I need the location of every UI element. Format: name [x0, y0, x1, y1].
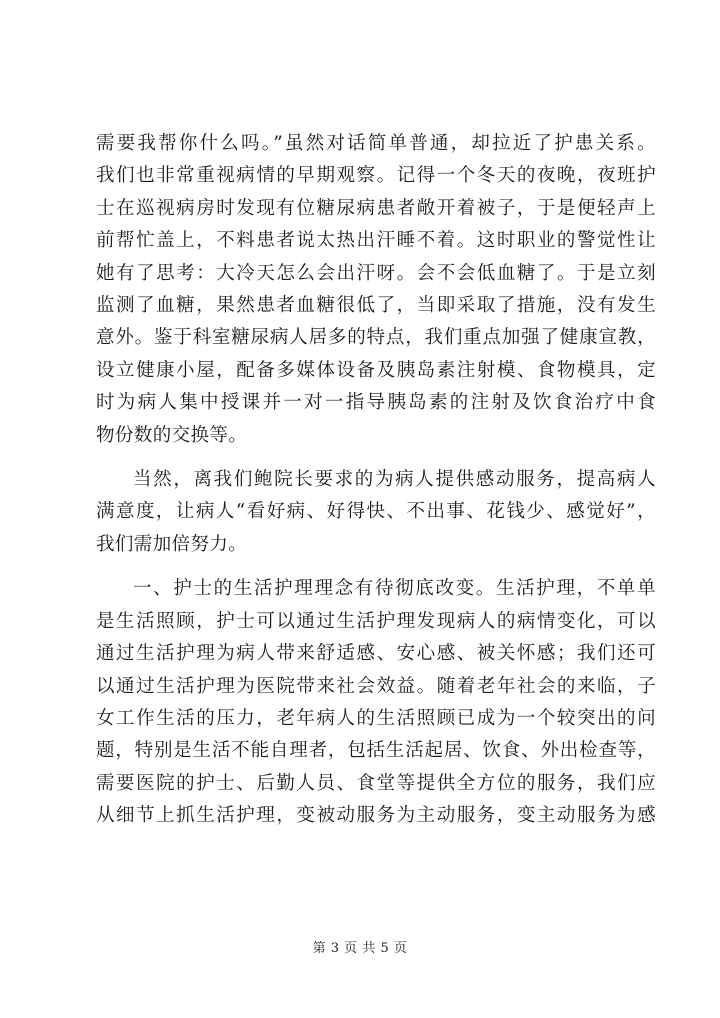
page-footer: 第 3 页 共 5 页	[312, 941, 408, 956]
text-line: 满意度，让病人“看好病、好得快、不出事、花钱少、感觉好”，	[96, 501, 656, 523]
body-text	[96, 128, 656, 833]
paragraph-1	[96, 128, 656, 464]
text-line: 我们需加倍努力。	[96, 533, 248, 555]
text-line: 监测了血糖，果然患者血糖很低了，当即采取了措施，没有发生	[96, 295, 656, 317]
text-line: 我们也非常重视病情的早期观察。记得一个冬天的夜晚，夜班护	[96, 165, 656, 187]
text-line: 题，特别是生活不能自理者，包括生活起居、饮食、外出检查等，	[96, 740, 656, 762]
text-line: 士在巡视病房时发现有位糖尿病患者敞开着被子，于是便轻声上	[96, 197, 656, 219]
text-line: 以通过生活护理为医院带来社会效益。随着老年社会的来临，子	[96, 675, 656, 697]
paragraph-3	[96, 573, 656, 832]
text-line: 物份数的交换等。	[96, 424, 248, 446]
text-line: 设立健康小屋，配备多媒体设备及胰岛素注射模、食物模具，定	[96, 359, 656, 381]
text-line: 需要我帮你什么吗。”虽然对话简单普通，却拉近了护患关系。	[96, 133, 656, 154]
text-line: 意外。鉴于科室糖尿病人居多的特点，我们重点加强了健康宣教，	[96, 327, 656, 349]
text-line: 通过生活护理为病人带来舒适感、安心感、被关怀感；我们还可	[96, 643, 656, 665]
text-line: 她有了思考：大冷天怎么会出汗呀。会不会低血糖了。于是立刻	[96, 262, 656, 284]
paragraph-2	[96, 464, 656, 573]
text-line: 是生活照顾，护士可以通过生活护理发现病人的病情变化，可以	[96, 610, 656, 632]
text-line: 女工作生活的压力，老年病人的生活照顾已成为一个较突出的问	[96, 707, 656, 729]
paragraph-gap	[96, 452, 656, 464]
text-line: 一、护士的生活护理理念有待彻底改变。生活护理，不单单	[133, 578, 656, 600]
text-line: 需要医院的护士、后勤人员、食堂等提供全方位的服务，我们应	[96, 772, 656, 794]
paragraph-gap	[96, 561, 656, 573]
text-line: 从细节上抓生活护理，变被动服务为主动服务，变主动服务为感	[96, 805, 656, 827]
text-line: 前帮忙盖上，不料患者说太热出汗睡不着。这时职业的警觉性让	[96, 230, 656, 252]
text-line: 时为病人集中授课并一对一指导胰岛素的注射及饮食治疗中食	[96, 392, 656, 414]
text-line: 当然，离我们鲍院长要求的为病人提供感动服务，提高病人	[133, 469, 656, 491]
